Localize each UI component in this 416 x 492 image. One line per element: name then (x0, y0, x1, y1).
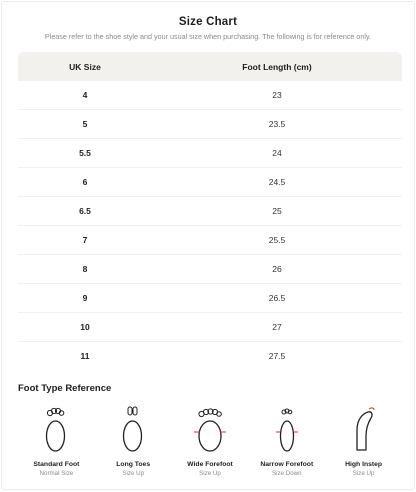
foot-type-heading: Foot Type Reference (18, 383, 112, 394)
foot-type-advice: Size Up (199, 470, 221, 477)
size-table (18, 52, 402, 370)
column-header-foot-length: Foot Length (cm) (242, 61, 312, 72)
foot-length-cell: 24 (272, 148, 282, 158)
narrow-forefoot-icon (248, 402, 325, 456)
table-row (18, 255, 402, 284)
foot-type-long-toes (95, 402, 172, 477)
table-row (18, 139, 402, 168)
foot-type-label: Wide Forefoot (187, 461, 233, 468)
uk-size-cell: 6.5 (79, 206, 91, 216)
long-toes-icon (95, 402, 172, 456)
foot-type-standard (18, 402, 95, 477)
table-row (18, 342, 402, 370)
foot-type-narrow-forefoot (248, 402, 325, 477)
foot-type-advice: Size Down (272, 470, 302, 477)
uk-size-cell: 7 (82, 235, 88, 245)
table-header (18, 52, 402, 81)
foot-length-cell: 23.5 (268, 119, 286, 129)
foot-type-label: Standard Foot (33, 461, 80, 468)
foot-length-cell: 26.5 (268, 293, 286, 303)
foot-type-label: High Instep (345, 461, 383, 468)
foot-type-advice: Normal Size (39, 470, 74, 477)
size-chart-card (1, 1, 415, 490)
foot-length-cell: 25 (272, 206, 282, 216)
foot-type-label: Long Toes (116, 461, 151, 468)
foot-length-cell: 23 (272, 90, 282, 100)
foot-length-cell: 27 (272, 322, 282, 332)
table-row (18, 81, 402, 110)
uk-size-cell: 11 (80, 351, 90, 361)
page-subtitle: Please refer to the shoe style and your usual size when purchasing. The following is for reference only. (44, 32, 372, 41)
table-row (18, 226, 402, 255)
foot-type-label: Narrow Forefoot (260, 461, 314, 468)
page-title: Size Chart (178, 16, 238, 28)
uk-size-cell: 6 (82, 177, 88, 187)
foot-length-cell: 26 (272, 264, 282, 274)
column-header-uk-size: UK Size (69, 61, 101, 72)
foot-length-cell: 24.5 (268, 177, 286, 187)
foot-type-advice: Size Up (352, 470, 375, 477)
foot-length-cell: 25.5 (268, 235, 286, 245)
foot-type-high-instep (325, 402, 402, 477)
foot-type-advice: Size Up (122, 470, 145, 477)
foot-type-list (18, 402, 402, 477)
table-row (18, 197, 402, 226)
standard-foot-icon (18, 402, 95, 456)
table-row (18, 168, 402, 197)
table-row (18, 284, 402, 313)
table-row (18, 110, 402, 139)
uk-size-cell: 8 (82, 264, 88, 274)
table-row (18, 313, 402, 342)
uk-size-cell: 10 (80, 322, 90, 332)
uk-size-cell: 5 (82, 119, 88, 129)
foot-length-cell: 27.5 (268, 351, 286, 361)
foot-type-wide-forefoot (172, 402, 249, 477)
uk-size-cell: 9 (82, 293, 88, 303)
wide-forefoot-icon (172, 402, 249, 456)
high-instep-icon (325, 402, 402, 456)
uk-size-cell: 5.5 (79, 148, 91, 158)
uk-size-cell: 4 (82, 90, 88, 100)
